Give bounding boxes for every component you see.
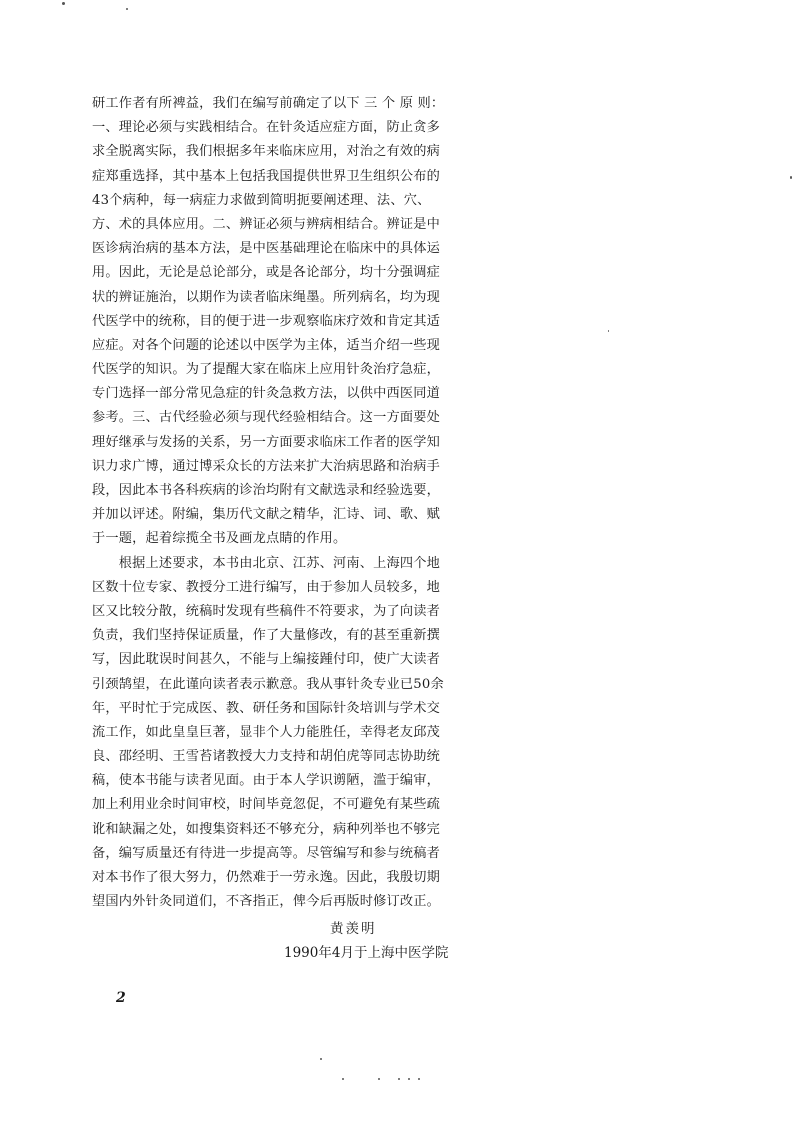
scan-speck [398, 1078, 400, 1080]
text-line: 良、邵经明、王雪苔诸教授大力支持和胡伯虎等同志协助统 [92, 749, 441, 765]
paragraph-start-line: 根据上述要求，本书由北京、江苏、河南、上海四个地 [92, 555, 441, 571]
scan-speck [62, 2, 65, 5]
text-line: 望国内外针灸同道们，不吝指正，俾今后再版时修订改正。 [92, 894, 441, 910]
text-line: 参考。三、古代经验必须与现代经验相结合。这一方面要处 [92, 410, 441, 426]
text-line: 43个病种，每一病症力求做到简明扼要阐述理、法、穴、 [92, 192, 431, 208]
text-line: 代医学中的统称，目的便于进一步观察临床疗效和肯定其适 [92, 313, 441, 329]
signature-date: 1990年4月于上海中医学院 [284, 945, 449, 961]
scan-speck [608, 330, 609, 332]
text-line: 状的辨证施治，以期作为读者临床绳墨。所列病名，均为现 [92, 289, 441, 305]
body-text [92, 92, 522, 914]
text-line: 负责，我们坚持保证质量，作了大量修改，有的甚至重新撰 [92, 628, 441, 644]
text-line: 于一题，起着综揽全书及画龙点睛的作用。 [92, 531, 347, 547]
text-line: 研工作者有所裨益，我们在编写前确定了以下 三 个 原 则： [92, 96, 445, 111]
text-line: 症郑重选择，其中基本上包括我国提供世界卫生组织公布的 [92, 168, 441, 184]
scan-speck [418, 1078, 420, 1080]
text-line: 区又比较分散，统稿时发现有些稿件不符要求，为了向读者 [92, 603, 441, 619]
text-line: 讹和缺漏之处，如搜集资料还不够充分，病种列举也不够完 [92, 821, 441, 837]
text-line: 理好继承与发扬的关系，另一方面要求临床工作者的医学知 [92, 434, 441, 450]
text-line: 区数十位专家、教授分工进行编写，由于参加人员较多，地 [92, 579, 441, 595]
text-line: 年，平时忙于完成医、教、研任务和国际针灸培训与学术交 [92, 700, 441, 716]
text-line: 加上利用业余时间审校，时间毕竟忽促，不可避免有某些疏 [92, 797, 441, 813]
text-line: 用。因此，无论是总论部分，或是各论部分，均十分强调症 [92, 265, 441, 281]
scan-speck [126, 8, 128, 10]
scan-speck [790, 176, 792, 179]
scan-speck [342, 1078, 344, 1080]
text-line: 引颈鹄望，在此谨向读者表示歉意。我从事针灸专业已50余 [92, 676, 444, 692]
text-line: 并加以评述。附编，集历代文献之精华，汇诗、词、歌、赋 [92, 507, 441, 523]
text-line: 备，编写质量还有待进一步提高等。尽管编写和参与统稿者 [92, 845, 441, 861]
text-line: 专门选择一部分常见急症的针灸急救方法，以供中西医同道 [92, 386, 441, 402]
text-line: 写，因此耽误时间甚久，不能与上编接踵付印，使广大读者 [92, 652, 441, 668]
text-line: 代医学的知识。为了提醒大家在临床上应用针灸治疗急症， [92, 362, 441, 378]
text-line: 医诊病治病的基本方法，是中医基础理论在临床中的具体运 [92, 241, 441, 257]
text-line: 稿，使本书能与读者见面。由于本人学识谫陋，滥于编审， [92, 773, 441, 789]
text-line: 方、术的具体应用。二、辨证必须与辨病相结合。辨证是中 [92, 216, 441, 232]
text-line: 对本书作了很大努力，仍然难于一劳永逸。因此，我殷切期 [92, 870, 441, 885]
text-line: 段，因此本书各科疾病的诊治均附有文献选录和经验选要， [92, 483, 441, 498]
text-line: 一、理论必须与实践相结合。在针灸适应症方面，防止贪多 [92, 120, 441, 136]
text-line: 应症。对各个问题的论述以中医学为主体，适当介绍一些现 [92, 337, 441, 353]
scan-speck [320, 1058, 322, 1060]
scan-speck [378, 1078, 380, 1080]
text-line: 求全脱离实际，我们根据多年来临床应用，对治之有效的病 [92, 144, 441, 160]
text-line: 流工作，如此皇皇巨著，显非个人力能胜任，幸得老友邱茂 [92, 724, 441, 740]
text-line: 识力求广博，通过博采众长的方法来扩大治病思路和治病手 [92, 458, 441, 474]
page-number: 2 [116, 990, 126, 1006]
scan-speck [408, 1078, 410, 1080]
signature-name: 黄羡明 [330, 921, 377, 937]
